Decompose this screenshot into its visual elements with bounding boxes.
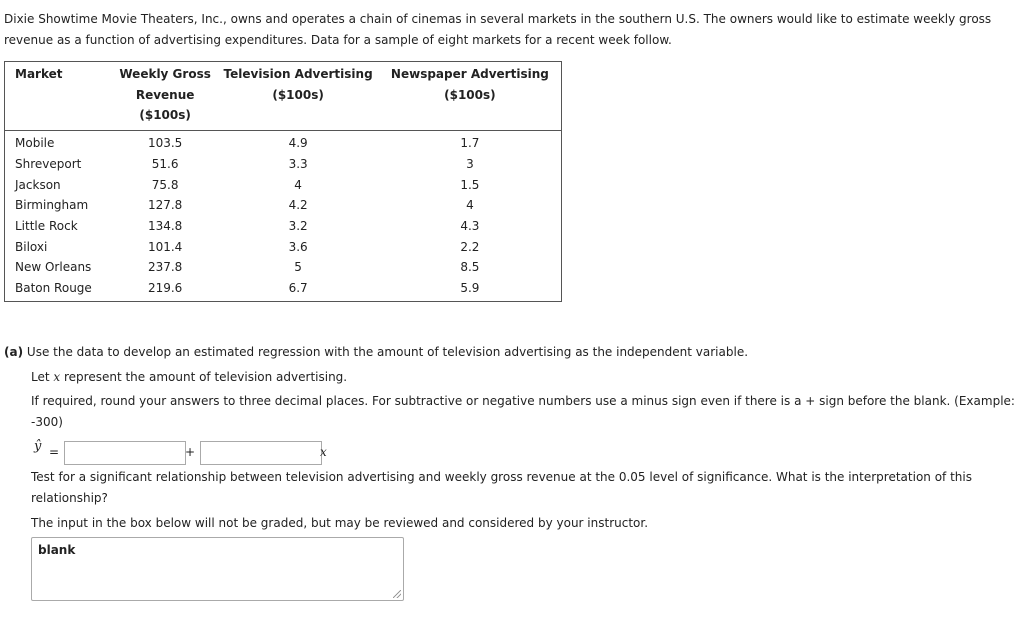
cell-newspaper: 4.3 — [460, 218, 480, 233]
rounding-note: If required, round your answers to three decimal places. For subtractive or negative numbers use a minus sign even if there is a + sign before the blank. (Example: -300) — [31, 394, 1015, 429]
ungraded-note: The input in the box below will not be graded, but may be reviewed and considered by your instructor. — [31, 516, 649, 530]
table-header-row — [5, 62, 562, 131]
slope-input[interactable] — [200, 441, 322, 465]
table-row — [5, 257, 562, 278]
cell-tv: 6.7 — [288, 281, 308, 296]
part-a-instruction-text: Use the data to develop an estimated regression with the amount of television advertising as the independent variable. — [26, 345, 749, 359]
cell-newspaper: 8.5 — [460, 260, 480, 275]
cell-tv: 4.2 — [288, 198, 308, 213]
cell-tv: 4 — [294, 177, 302, 192]
problem-intro: Dixie Showtime Movie Theaters, Inc., owns and operates a chain of cinemas in several markets in the southern U.S. The owners would like to estimate weekly gross revenue as a function of advertising expenditures. Data for a sample of eight markets for a recent week follow. — [4, 12, 992, 47]
header-revenue — [113, 62, 218, 131]
table-row — [5, 154, 562, 175]
cell-newspaper: 1.7 — [460, 136, 480, 151]
cell-market: Baton Rouge — [15, 281, 92, 296]
cell-market: Jackson — [15, 177, 61, 192]
header-tv-line2: ($100s) — [272, 87, 324, 102]
cell-market: Shreveport — [15, 156, 82, 171]
cell-revenue: 51.6 — [151, 156, 179, 171]
cell-revenue: 75.8 — [151, 177, 179, 192]
part-a-label: (a) — [4, 345, 24, 359]
let-x-var: x — [53, 370, 61, 384]
cell-revenue: 101.4 — [147, 239, 183, 254]
cell-newspaper: 5.9 — [460, 281, 480, 296]
header-revenue-line1: Weekly Gross — [119, 67, 211, 81]
header-tv-line1: Television Advertising — [223, 67, 373, 81]
cell-newspaper: 2.2 — [460, 239, 480, 254]
header-market: Market — [5, 62, 113, 131]
let-x-prefix: Let — [31, 370, 54, 384]
test-question: Test for a significant relationship between television advertising and weekly gross revenue at the 0.05 level of significance. What is the interpretation of this relationship? — [31, 470, 972, 505]
equals-sign: = — [49, 445, 60, 459]
cell-tv: 3.3 — [288, 156, 308, 171]
table-row — [5, 216, 562, 237]
table-row — [5, 237, 562, 258]
cell-market: Little Rock — [15, 218, 78, 233]
header-newspaper-line2: ($100s) — [444, 87, 496, 102]
cell-market: New Orleans — [15, 260, 92, 275]
cell-tv: 4.9 — [288, 136, 308, 151]
cell-revenue: 103.5 — [147, 136, 183, 151]
cell-revenue: 237.8 — [147, 260, 183, 275]
table-row — [5, 195, 562, 216]
cell-tv: 5 — [294, 260, 302, 275]
let-x-suffix: represent the amount of television advertising. — [60, 370, 348, 384]
header-tv — [217, 62, 378, 131]
table-row — [5, 131, 562, 154]
answer-text: blank — [38, 543, 76, 557]
data-table — [4, 61, 562, 302]
cell-newspaper: 4 — [466, 198, 474, 213]
resize-grip-icon[interactable] — [393, 590, 401, 598]
cell-market: Birmingham — [15, 198, 89, 213]
plus-sign: + — [185, 445, 196, 459]
cell-newspaper: 3 — [466, 156, 474, 171]
cell-revenue: 219.6 — [147, 281, 183, 296]
cell-market: Mobile — [15, 136, 55, 151]
cell-revenue: 134.8 — [147, 218, 183, 233]
interpretation-answer-box[interactable] — [31, 537, 404, 601]
cell-tv: 3.6 — [288, 239, 308, 254]
table-row — [5, 175, 562, 196]
cell-newspaper: 1.5 — [460, 177, 480, 192]
intercept-input[interactable] — [64, 441, 186, 465]
header-revenue-line2: Revenue — [135, 87, 195, 102]
table-row — [5, 278, 562, 301]
let-x-line — [31, 367, 347, 388]
part-a-instruction — [4, 342, 1014, 363]
yhat-symbol: ŷ — [34, 439, 42, 454]
header-newspaper-line1: Newspaper Advertising — [390, 67, 549, 81]
cell-revenue: 127.8 — [147, 198, 183, 213]
cell-tv: 3.2 — [288, 218, 308, 233]
header-revenue-line3: ($100s) — [139, 108, 191, 123]
x-variable: x — [320, 445, 327, 459]
regression-equation — [31, 439, 351, 463]
header-newspaper — [379, 62, 562, 131]
cell-market: Biloxi — [15, 239, 48, 254]
